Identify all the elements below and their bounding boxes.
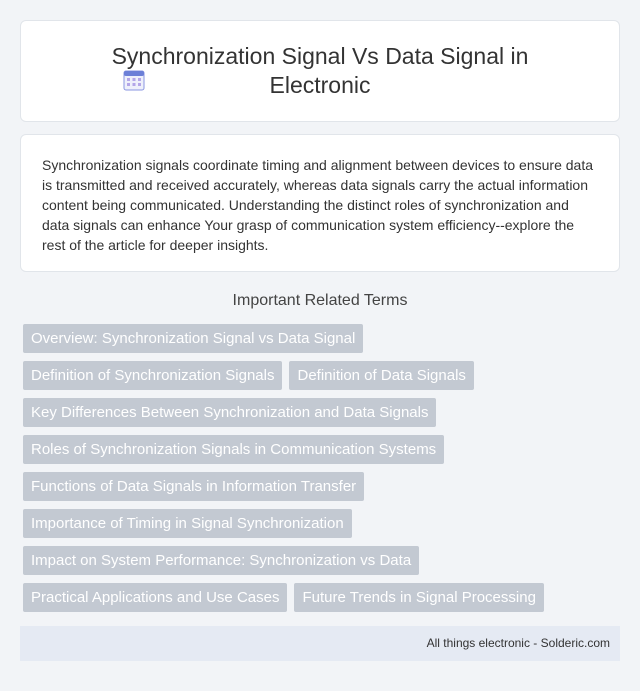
related-term-tag[interactable]: Functions of Data Signals in Information Transfer bbox=[23, 472, 364, 501]
page-title: Synchronization Signal Vs Data Signal in Electronic bbox=[111, 43, 529, 98]
intro-card bbox=[20, 134, 620, 272]
intro-paragraph: Synchronization signals coordinate timing and alignment between devices to ensure data is transmitted and received accurately, whereas data signals carry the actual information content being communicated. Understanding the distinct roles of synchronization and data signals can enhance Your grasp of communication system efficiency--explore the rest of the article for deeper insights. bbox=[42, 157, 594, 253]
related-term-tag[interactable]: Definition of Synchronization Signals bbox=[23, 361, 282, 390]
related-term-tag[interactable]: Importance of Timing in Signal Synchronization bbox=[23, 509, 352, 538]
related-term-tag[interactable]: Future Trends in Signal Processing bbox=[294, 583, 543, 612]
title-wrap bbox=[60, 42, 580, 100]
related-term-tag[interactable]: Overview: Synchronization Signal vs Data Signal bbox=[23, 324, 363, 353]
related-term-tag[interactable]: Key Differences Between Synchronization and Data Signals bbox=[23, 398, 436, 427]
related-term-tag[interactable]: Practical Applications and Use Cases bbox=[23, 583, 287, 612]
related-terms-list bbox=[23, 324, 617, 612]
site-footer bbox=[20, 626, 620, 661]
related-term-tag[interactable]: Definition of Data Signals bbox=[289, 361, 473, 390]
related-term-tag[interactable]: Impact on System Performance: Synchronization vs Data bbox=[23, 546, 419, 575]
related-term-tag[interactable]: Roles of Synchronization Signals in Communication Systems bbox=[23, 435, 444, 464]
related-terms-heading: Important Related Terms bbox=[232, 292, 408, 309]
calendar-icon bbox=[122, 68, 146, 92]
title-card bbox=[20, 20, 620, 122]
footer-text: All things electronic - Solderic.com bbox=[426, 636, 610, 650]
